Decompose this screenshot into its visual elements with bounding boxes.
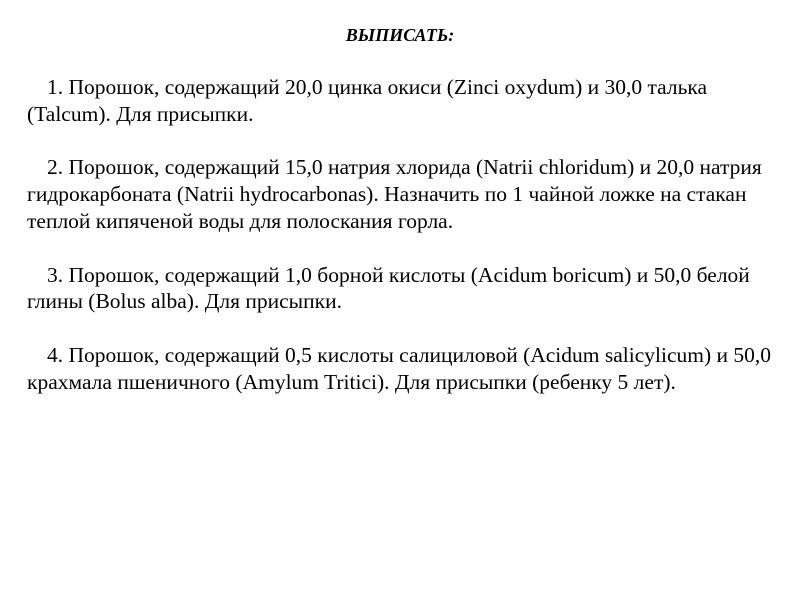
prescription-item-1: 1. Порошок, содержащий 20,0 цинка окиси (Zinci oxydum) и 30,0 талька (Talcum). Для присыпки. (27, 75, 708, 126)
slide-title: ВЫПИСАТЬ: (345, 25, 455, 45)
prescription-list (27, 74, 772, 396)
prescription-item-3: 3. Порошок, содержащий 1,0 борной кислоты (Acidum boricum) и 50,0 белой глины (Bolus alba). Для присыпки. (27, 262, 750, 314)
prescription-item-2: 2. Порошок, содержащий 15,0 натрия хлорида (Natrii chloridum) и 20,0 натрия гидрокарбоната (Natrii hydrocarbonas). Назначить по 1 чайной ложке на стакан теплой кипяченой воды для полоскания горла. (27, 155, 762, 233)
prescription-item-4: 4. Порошок, содержащий 0,5 кислоты салициловой (Acidum salicylicum) и 50,0 крахмала пшеничного (Amylum Tritici). Для присыпки (ребенку 5 лет). (27, 342, 772, 394)
